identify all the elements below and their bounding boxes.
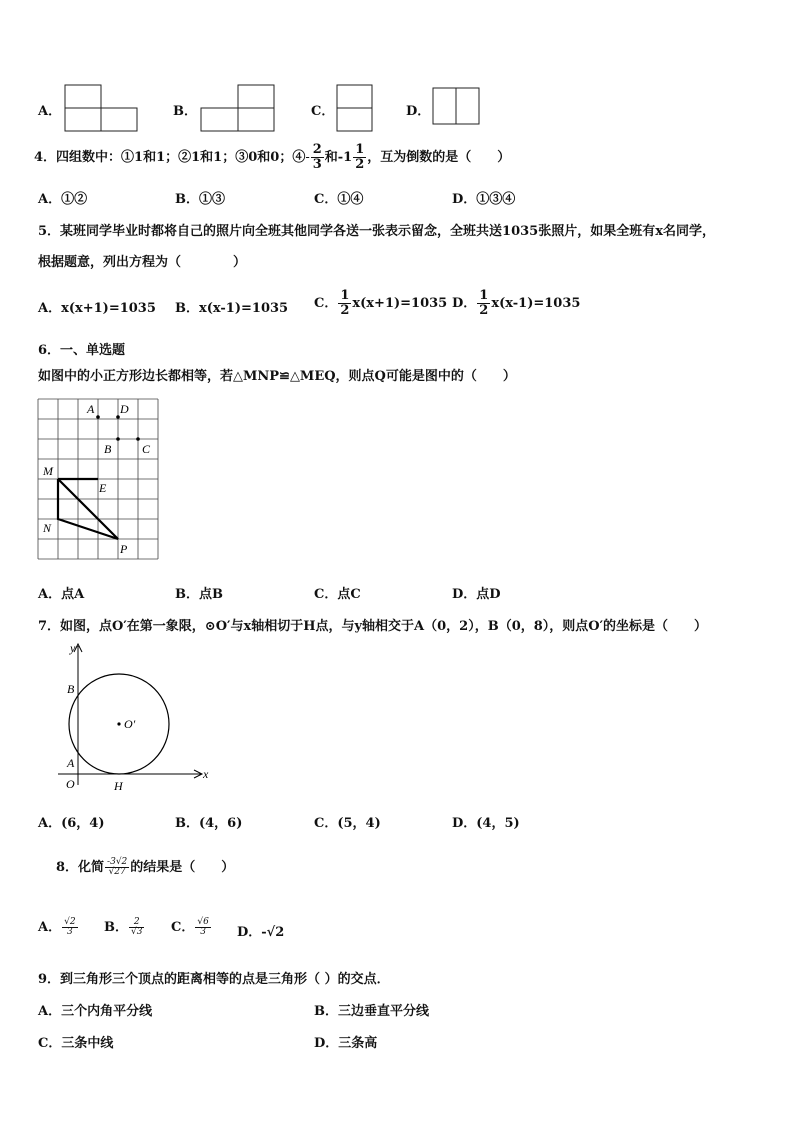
q5-option-d-tail: x(x-1)=1035: [491, 296, 581, 311]
q8-option-a-num: √2: [64, 916, 76, 927]
q8-option-c[interactable]: [171, 910, 212, 946]
q5-option-b[interactable]: B．x(x-1)=1035: [175, 301, 289, 316]
q7-option-b[interactable]: B．(4，6): [175, 816, 243, 831]
q6-triangle-mnp: [58, 479, 118, 539]
q7-label-b: B: [67, 682, 75, 696]
q9-stem: 9．到三角形三个顶点的距离相等的点是三角形（ ）的交点．: [38, 972, 390, 987]
q8-option-a-den: 3: [66, 927, 73, 937]
q7-stem: 7．如图，点O′在第一象限，⊙O′与x轴相切于H点，与y轴相交于A（0，2），B（0，8），则点O′的坐标是（ ）: [38, 619, 708, 634]
q4-mixed-num: 1: [355, 142, 365, 158]
q8-stem-prefix: 8．化简: [56, 860, 105, 875]
q6-label-m: M: [43, 464, 53, 478]
q7-option-c[interactable]: C．(5，4): [314, 816, 381, 831]
q6-header: 6．一、单选题: [38, 343, 126, 358]
q4-option-d[interactable]: D．①③④: [452, 192, 516, 207]
q6-stem: 如图中的小正方形边长都相等，若△MNP≌△MEQ，则点Q可能是图中的（ ）: [38, 369, 516, 384]
q6-label-p: P: [120, 542, 128, 556]
q5-stem-line1: 5．某班同学毕业时都将自己的照片向全班其他同学各送一张表示留念，全班共送1035张照片，如果全班有x名同学，: [38, 224, 715, 239]
q7-option-a[interactable]: A．(6，4): [38, 816, 105, 831]
q8-option-b[interactable]: [104, 910, 145, 946]
q5-option-d-frac: [477, 289, 490, 317]
q8-option-b-label: B．: [104, 920, 128, 935]
q7-label-a: A: [67, 756, 75, 770]
q7-label-y: y: [70, 641, 76, 655]
q4-stem-mid: 和-1: [324, 150, 353, 165]
q8-option-b-frac: [129, 918, 144, 938]
q8-stem-suffix: 的结果是（ ）: [130, 860, 235, 875]
q7-center-point: [117, 722, 120, 725]
q8-option-b-den: √3: [131, 927, 143, 937]
q7-label-o-prime: O′: [124, 717, 136, 731]
q4-fraction-num: 2: [312, 142, 322, 158]
q7-label-x: x: [203, 767, 209, 781]
q8-option-b-num: 2: [129, 918, 144, 928]
q4-option-a[interactable]: A．①②: [38, 192, 88, 207]
q6-grid-figure: [36, 396, 160, 562]
q6-label-a: A: [87, 402, 95, 416]
q7-option-d[interactable]: D．(4，5): [452, 816, 520, 831]
q9-option-a[interactable]: A．三个内角平分线: [38, 1004, 153, 1019]
q5-option-c-label: C．: [314, 296, 338, 311]
q8-stem: [56, 850, 234, 886]
q8-expression-den: √27: [108, 867, 126, 877]
q8-option-a[interactable]: [38, 910, 79, 946]
q4-mixed-fraction: [353, 143, 366, 171]
q6-label-c: C: [142, 442, 151, 456]
q4-fraction-den: 3: [312, 157, 322, 172]
q6-label-n: N: [43, 521, 52, 535]
q6-option-d[interactable]: D．点D: [452, 587, 501, 602]
q9-option-c[interactable]: C．三条中线: [38, 1036, 114, 1051]
q4-option-c[interactable]: C．①④: [314, 192, 364, 207]
q6-option-c[interactable]: C．点C: [314, 587, 361, 602]
q5-option-c-frac-den: 2: [340, 303, 350, 318]
q3-option-b-label[interactable]: B．: [173, 104, 197, 119]
q6-point-a: [96, 415, 100, 419]
q5-option-d-label: D．: [452, 296, 477, 311]
q8-option-c-frac: [195, 918, 210, 938]
q8-option-c-num: √6: [197, 916, 209, 927]
q4-option-b[interactable]: B．①③: [175, 192, 225, 207]
q5-option-d-frac-num: 1: [479, 288, 489, 304]
q5-option-c-frac-num: 1: [340, 288, 350, 304]
q4-mixed-den: 2: [355, 157, 365, 172]
q6-point-c: [136, 437, 140, 441]
q3-option-a-label[interactable]: A．: [38, 104, 62, 119]
q4-stem-suffix: ，互为倒数的是（ ）: [367, 150, 511, 165]
q4-fraction: [311, 143, 324, 171]
q8-expression-num: -3√2: [107, 856, 128, 867]
q7-circle-figure: [56, 640, 216, 795]
q6-point-b: [116, 437, 120, 441]
q5-stem-line2: 根据题意，列出方程为（ ）: [38, 255, 247, 270]
q7-label-h: H: [114, 779, 123, 793]
q3-option-c-label[interactable]: C．: [311, 104, 335, 119]
q3-option-b-figure: [200, 84, 278, 134]
q8-option-a-frac: [62, 918, 77, 938]
q8-option-c-label: C．: [171, 920, 195, 935]
q8-option-c-den: 3: [200, 927, 206, 937]
q8-option-a-label: A．: [38, 920, 62, 935]
q4-stem: 4．四组数中：①1和1；②1和1；③0和0；④- $\frac{2}{3}$ 和-1 $\frac{1}{2}$ ，互为倒数的是（ ）: [34, 142, 511, 172]
q3-option-a-figure: [64, 84, 140, 134]
q8-expression: [105, 858, 129, 878]
q6-label-b: B: [104, 442, 112, 456]
q6-option-b[interactable]: B．点B: [175, 587, 223, 602]
q9-option-b[interactable]: B．三边垂直平分线: [314, 1004, 429, 1019]
q3-option-d-figure: [432, 87, 482, 127]
q6-label-d: D: [120, 402, 129, 416]
q7-label-o: O: [66, 777, 75, 791]
q6-option-a[interactable]: A．点A: [38, 587, 85, 602]
q3-option-d-label[interactable]: D．: [406, 104, 431, 119]
q5-option-a[interactable]: A．x(x+1)=1035: [38, 301, 156, 316]
q5-option-c-frac: [338, 289, 351, 317]
q8-option-d[interactable]: D．-√2: [237, 925, 285, 940]
q6-label-e: E: [99, 481, 107, 495]
q5-option-c[interactable]: [314, 285, 447, 323]
q4-stem-prefix: 4．四组数中：①1和1；②1和1；③0和0；④: [34, 150, 306, 165]
q5-option-d-frac-den: 2: [479, 303, 489, 318]
q9-option-d[interactable]: D．三条高: [314, 1036, 378, 1051]
q5-option-d[interactable]: [452, 285, 580, 323]
q3-option-c-figure: [336, 84, 376, 134]
q5-option-c-tail: x(x+1)=1035: [352, 296, 448, 311]
